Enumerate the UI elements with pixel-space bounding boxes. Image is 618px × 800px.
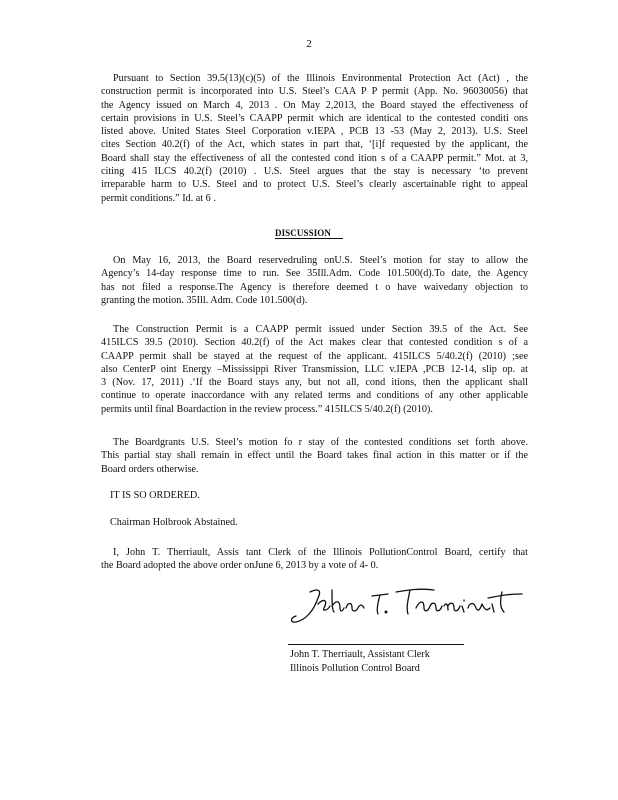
- abstained-line: Chairman Holbrook Abstained.: [110, 517, 238, 528]
- text-line: granting the motion. 35Ill. Adm. Code 101.500(d).: [101, 294, 308, 306]
- paragraph-pursuant: [101, 72, 528, 205]
- text-line: continue to operate inaccordance with any related terms and conditions of any other applicable: [101, 390, 528, 402]
- text-line: I, John T. Therriault, Assis tant Clerk of the Illinois PollutionControl Board, certify that: [113, 547, 528, 558]
- page-number: 2: [306, 38, 312, 50]
- paragraph-certification: [101, 546, 528, 573]
- signature-rule: [288, 644, 464, 645]
- section-heading: DISCUSSION: [0, 228, 618, 238]
- text-line: On May 16, 2013, the Board reservedruling onU.S. Steel’s motion for stay to allow the: [113, 255, 528, 266]
- text-line: Board shall stay the effectiveness of all the contested cond ition s of a CAAPP permit.” Mot. at 3,: [101, 152, 528, 164]
- text-line: The Boardgrants U.S. Steel’s motion fo r stay of the contested conditions set forth above.: [113, 437, 528, 448]
- text-line: This partial stay shall remain in effect until the Board takes final action in this matter or if the: [101, 450, 528, 462]
- text-line: cites Section 40.2(f) of the Act, which states in part that, ‘[i]f requested by the applicant, the: [101, 139, 528, 151]
- text-line: 415ILCS 39.5 (2010). Section 40.2(f) of the Act makes clear that contested condition s of a: [101, 337, 528, 349]
- text-line: the Board adopted the above order onJune 6, 2013 by a vote of 4- 0.: [101, 560, 379, 572]
- text-line: irreparable harm to U.S. Steel and to protect U.S. Steel’s clearly ascertainable right to appeal: [101, 179, 528, 191]
- signature-block: [290, 648, 430, 675]
- signer-organization: Illinois Pollution Control Board: [290, 662, 420, 674]
- text-line: listed above. United States Steel Corporation v.IEPA , PCB 13 -53 (May 2, 2013). U.S. Steel: [101, 126, 528, 138]
- text-line: has not filed a response.The Agency is therefore deemed t o have waivedany objection to: [101, 281, 528, 293]
- text-line: Agency’s 14-day response time to run. See 35Ill.Adm. Code 101.500(d).To date, the Agency: [101, 268, 528, 280]
- text-line: CAAPP permit shall be stayed at the request of the applicant. 415ILCS 5/40.2(f) (2010) ;see: [101, 350, 528, 362]
- text-line: certain provisions in U.S. Steel’s CAAPP permit which are identical to the contested conditi ons: [101, 112, 528, 124]
- text-line: 3 (Nov. 17, 2011) .‘If the Board stays any, but not all, cond itions, then the applicant shall: [101, 377, 528, 389]
- text-line: also CenterP oint Energy –Mississippi River Transmission, LLC v.IEPA ,PCB 12-14, slip op. at: [101, 363, 528, 375]
- paragraph-grant: [101, 436, 528, 476]
- handwritten-signature: [288, 582, 528, 628]
- text-line: permit conditions.” Id. at 6 .: [101, 192, 216, 204]
- paragraph-motion: [101, 254, 528, 307]
- text-line: Pursuant to Section 39.5(13)(c)(5) of the Illinois Environmental Protection Act (Act) , the: [113, 73, 528, 84]
- text-line: Board orders otherwise.: [101, 463, 199, 475]
- signer-name: John T. Therriault, Assistant Clerk: [290, 649, 430, 660]
- paragraph-construction: [101, 323, 528, 416]
- text-line: The Construction Permit is a CAAPP permit issued under Section 39.5 of the Act. See: [113, 324, 528, 335]
- text-line: the Agency issued on March 4, 2013 . On May 2,2013, the Board stayed the effectiveness of: [101, 99, 528, 111]
- text-line: permits until final Boardaction in the review process.” 415ILCS 5/40.2(f) (2010).: [101, 403, 433, 415]
- ordered-line: IT IS SO ORDERED.: [110, 490, 200, 501]
- text-line: construction permit is incorporated into U.S. Steel’s CAA P P permit (App. No. 96030056) that: [101, 86, 528, 98]
- text-line: citing 415 ILCS 40.2(f) (2010) . U.S. Steel argues that the stay is necessary ‘to prevent: [101, 166, 528, 178]
